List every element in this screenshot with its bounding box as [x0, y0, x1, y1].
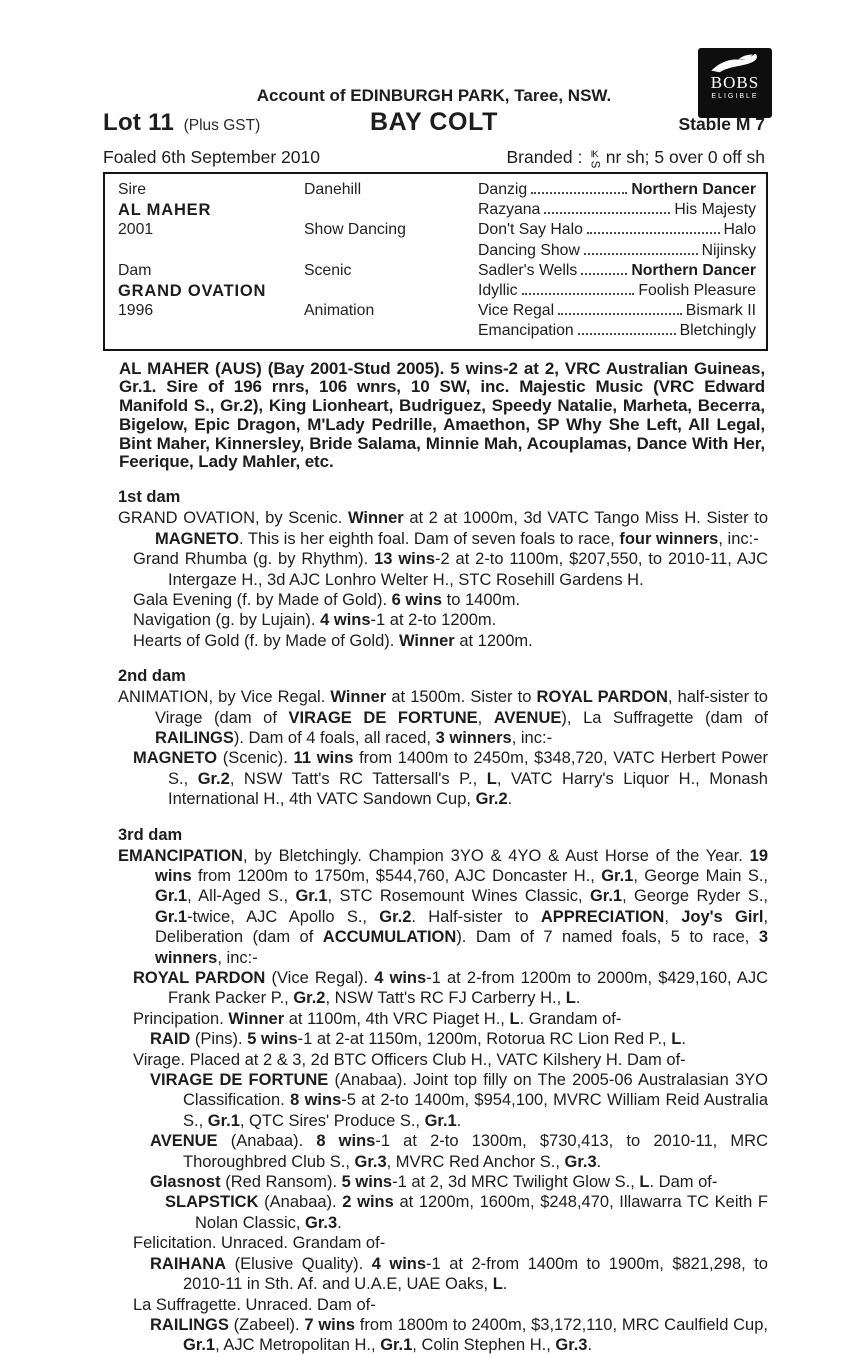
text-segment: 3 winners: [435, 728, 512, 747]
dotted-leader: [578, 333, 676, 335]
pedigree-paragraph: [150, 1172, 768, 1192]
text-segment: AVENUE: [150, 1132, 218, 1151]
text-segment: -1 at 2-from 1400m to 1900m, $821,298, to 2010-11 in Sth. Af. and U.A.E, UAE Oaks,: [183, 1254, 768, 1294]
text-segment: (Anabaa). Joint top filly on The 2005-06 Australasian 3YO Classification.: [183, 1071, 768, 1110]
pedigree-paragraph: [150, 1070, 768, 1131]
pedigree-sire-name: AL MAHER: [118, 201, 212, 220]
text-segment: L: [492, 1275, 503, 1294]
text-segment: Gala Evening (f. by Made of Gold).: [133, 590, 392, 609]
pedigree-paragraph: [150, 1029, 768, 1049]
text-segment: , inc:-: [718, 529, 759, 548]
text-segment: AVENUE: [493, 708, 562, 727]
text-segment: L: [639, 1173, 650, 1192]
text-segment: , inc:-: [511, 728, 553, 747]
foaled-date: Foaled 6th September 2010: [103, 147, 320, 167]
text-segment: RAILINGS: [155, 728, 234, 747]
horse-icon: [706, 52, 764, 74]
pedigree-ancestor-line: [478, 180, 756, 200]
text-segment: ROYAL PARDON: [133, 969, 266, 987]
pedigree-sire-parent-1: Danehill: [304, 181, 362, 198]
text-segment: 3 winners: [155, 928, 768, 967]
lot-gst-note: (Plus GST): [183, 117, 261, 134]
ancestor-name: Razyana: [478, 201, 541, 219]
text-segment: Glasnost: [150, 1173, 221, 1192]
lot-left: [103, 109, 324, 137]
pedigree-sire-parent-2: Show Dancing: [304, 221, 406, 239]
dotted-leader: [558, 313, 682, 315]
pedigree-ancestor-line: [478, 220, 756, 240]
text-segment: , Deliberation (dam of: [155, 907, 769, 947]
text-segment: . Grandam of-: [519, 1009, 622, 1028]
text-segment: ,: [477, 708, 494, 727]
text-segment: 7 wins: [304, 1315, 356, 1334]
text-segment: Gr.3: [564, 1152, 597, 1171]
text-segment: at 1500m. Sister to: [386, 688, 537, 707]
text-segment: Gr.2: [379, 907, 412, 926]
text-segment: L: [671, 1030, 682, 1049]
pedigree-ancestor-line: [478, 301, 756, 321]
text-segment: Hearts of Gold (f. by Made of Gold).: [133, 631, 399, 650]
dotted-leader: [587, 232, 720, 234]
horse-title: BAY COLT: [370, 108, 498, 136]
text-segment: 4 wins: [371, 1254, 427, 1273]
text-segment: , STC Rosemount Wines Classic,: [327, 887, 590, 906]
text-segment: , AJC Metropolitan H.,: [215, 1336, 381, 1355]
text-segment: at 1100m, 4th VRC Piaget H.,: [284, 1009, 510, 1028]
text-segment: Gr.1: [601, 866, 634, 885]
text-segment: .: [575, 989, 581, 1008]
text-segment: -5 at 2-to 1400m, $954,100, MVRC William Reid Australia S.,: [183, 1091, 769, 1130]
dam-section-1: [103, 487, 768, 651]
text-segment: MAGNETO: [155, 529, 240, 548]
text-segment: RAIHANA: [150, 1254, 227, 1273]
text-segment: ). Dam of 7 named foals, 5 to race,: [456, 928, 759, 947]
text-segment: Navigation (g. by Lujain).: [133, 611, 321, 630]
text-segment: .: [502, 1275, 508, 1294]
dam-sections: [103, 487, 768, 1355]
pedigree-table: [103, 172, 768, 351]
text-segment: Winner: [228, 1009, 285, 1028]
text-segment: 5 wins: [247, 1030, 298, 1049]
text-segment: to 1400m.: [442, 590, 521, 609]
text-segment: .: [337, 1213, 342, 1232]
pedigree-paragraph: [150, 1315, 768, 1356]
text-segment: , All-Aged S.,: [187, 887, 296, 906]
pedigree-paragraph: [133, 1295, 768, 1315]
text-segment: Grand Rhumba (g. by Rhythm).: [133, 550, 375, 569]
text-segment: four winners: [619, 529, 719, 548]
text-segment: MAGNETO: [133, 749, 218, 768]
pedigree-paragraph: [133, 549, 768, 590]
text-segment: .: [507, 790, 513, 809]
text-segment: 2 wins: [342, 1193, 394, 1212]
dotted-leader: [522, 293, 635, 295]
text-segment: Gr.1: [424, 1111, 457, 1130]
text-segment: from 1400m to 2450m, $348,720, VATC Herbert Power S.,: [168, 749, 768, 788]
pedigree-ancestor-line: [478, 281, 756, 301]
text-segment: ACCUMULATION: [322, 928, 457, 947]
text-segment: .: [587, 1336, 593, 1355]
text-segment: , NSW Tatt's RC Tattersall's P.,: [229, 769, 487, 788]
pedigree-paragraph: [133, 1009, 768, 1029]
pedigree-paragraph: [165, 1192, 768, 1233]
text-segment: , by Bletchingly. Champion 3YO & 4YO & Aust Horse of the Year.: [242, 846, 750, 865]
text-segment: Winner: [330, 688, 387, 707]
stable-number: Stable M 7: [678, 114, 766, 134]
dotted-leader: [531, 192, 627, 194]
text-segment: -2 at 2-to 1100m, $207,550, to 2010-11, AJC Intergaze H., 3d AJC Lonhro Welter H., STC Rosehill Gardens H.: [168, 550, 768, 589]
text-segment: Gr.1: [295, 887, 328, 906]
sire-summary-paragraph: [119, 360, 765, 473]
ancestor-sire: Bletchingly: [679, 322, 756, 340]
pedigree-paragraph: [150, 1131, 768, 1172]
pedigree-dam-parent-2: Animation: [304, 302, 375, 320]
text-segment: -1 at 2-to 1300m, $730,413, to 2010-11, MRC Thoroughbred Club S.,: [183, 1132, 768, 1171]
text-segment: Virage. Placed at 2 & 3, 2d BTC Officers Club H., VATC Kilshery H. Dam of-: [133, 1050, 686, 1069]
text-segment: VIRAGE DE FORTUNE: [288, 708, 478, 727]
text-segment: 4 wins: [320, 611, 371, 630]
text-segment: 6 wins: [391, 590, 443, 609]
text-segment: (Anabaa).: [258, 1193, 343, 1212]
pedigree-paragraph: [133, 590, 768, 610]
text-segment: Joy's Girl: [681, 907, 764, 926]
text-segment: Gr.1: [155, 907, 188, 926]
text-segment: 4 wins: [374, 969, 427, 987]
text-segment: Gr.2: [197, 769, 230, 788]
text-segment: Winner: [347, 509, 404, 528]
text-segment: (Scenic).: [217, 749, 294, 768]
text-segment: ,: [664, 907, 682, 926]
text-segment: VIRAGE DE FORTUNE: [150, 1071, 329, 1090]
text-segment: at 1200m, 1600m, $248,470, Illawarra TC Keith F Nolan Classic,: [195, 1193, 769, 1232]
pedigree-dam-parent-1: Scenic: [304, 261, 352, 279]
text-segment: ). Dam of 4 foals, all raced,: [233, 728, 436, 747]
text-segment: Gr.1: [380, 1336, 413, 1355]
text-segment: 8 wins: [290, 1091, 342, 1110]
text-segment: -twice, AJC Apollo S.,: [187, 907, 380, 926]
pedigree-dam-year: 1996: [118, 302, 154, 320]
text-segment: .: [456, 1111, 462, 1130]
text-segment: at 1200m.: [454, 631, 533, 650]
text-segment: 13 wins: [374, 550, 435, 569]
text-segment: . Half-sister to: [411, 907, 541, 926]
ancestor-sire: Bismark II: [685, 302, 756, 320]
text-segment: L: [486, 769, 497, 788]
text-segment: (Anabaa).: [217, 1132, 317, 1151]
text-segment: Gr.1: [183, 1336, 216, 1355]
text-segment: GRAND OVATION, by Scenic.: [118, 509, 348, 528]
ancestor-name: Vice Regal: [478, 302, 555, 320]
document-body: [103, 172, 768, 1356]
text-segment: 19 wins: [155, 846, 768, 885]
ancestor-name: Don't Say Halo: [478, 221, 583, 239]
text-segment: APPRECIATION: [540, 907, 665, 926]
text-segment: AL MAHER (AUS) (Bay 2001-Stud 2005). 5 wins-2 at 2, VRC Australian Guineas, Gr.1. Sire of 196 rnrs, 106 wnrs, 10 SW, inc. Majestic Music (VRC Edward Manifold S., Gr.2), King Lionheart, Budriguez, Speedy Natalie, Marheta, Becerra, Bigelow, Epic Dragon, M'Lady Pedrille, Amaethon, SP Why She Left, All Legal, Bint Maher, Kinnersley, Bride Salama, Minnie Mah, Acouplamas, Dance With Her, Feerique, Lady Mahler, etc.: [119, 358, 765, 472]
pedigree-dam-name: GRAND OVATION: [118, 281, 267, 300]
logo-title: BOBS: [710, 73, 760, 92]
text-segment: -1 at 2, 3d MRC Twilight Glow S.,: [392, 1173, 640, 1192]
text-segment: Gr.2: [293, 989, 326, 1008]
pedigree-paragraph: [150, 1254, 768, 1295]
ancestor-name: Sadler's Wells: [478, 261, 578, 279]
section-heading: 2nd dam: [118, 667, 186, 686]
ancestor-name: Dancing Show: [478, 241, 580, 259]
pedigree-sire-year: 2001: [118, 221, 154, 239]
dam-section-2: [103, 666, 768, 809]
pedigree-paragraph: [133, 1233, 768, 1253]
text-segment: , George Ryder S.,: [622, 887, 768, 906]
text-segment: Felicitation. Unraced. Grandam of-: [133, 1234, 386, 1253]
text-segment: from 1200m to 1750m, $544,760, AJC Doncaster H.,: [191, 866, 602, 885]
text-segment: , VATC Harry's Liquor H., Monash International H., 4th VATC Sandown Cup,: [168, 769, 768, 809]
text-segment: 5 wins: [341, 1173, 393, 1192]
text-segment: 8 wins: [316, 1132, 376, 1151]
text-segment: (Elusive Quality).: [226, 1254, 372, 1273]
pedigree-ancestor-line: [478, 321, 756, 341]
text-segment: .: [681, 1030, 686, 1049]
text-segment: Gr.1: [589, 887, 623, 906]
text-segment: RAID: [150, 1030, 191, 1049]
text-segment: La Suffragette. Unraced. Dam of-: [133, 1295, 376, 1314]
lot-row: [103, 108, 765, 137]
dotted-leader: [544, 212, 670, 214]
ancestor-sire: Nijinsky: [701, 241, 756, 259]
dotted-leader: [581, 273, 627, 275]
section-heading: 3rd dam: [118, 825, 183, 844]
ancestor-sire: Foolish Pleasure: [638, 281, 756, 299]
pedigree-paragraph: [133, 968, 768, 1009]
pedigree-paragraph: [133, 748, 768, 809]
ancestor-sire: Northern Dancer: [631, 181, 756, 198]
text-segment: , QTC Sires' Produce S.,: [239, 1111, 425, 1130]
text-segment: Principation.: [133, 1009, 229, 1028]
pedigree-paragraph: [118, 687, 768, 748]
text-segment: , inc:-: [217, 948, 258, 967]
text-segment: (Vice Regal).: [265, 969, 375, 987]
text-segment: Gr.1: [207, 1111, 240, 1130]
text-segment: , George Main S.,: [633, 866, 768, 885]
text-segment: RAILINGS: [150, 1315, 229, 1334]
section-heading: 1st dam: [118, 488, 181, 507]
text-segment: . This is her eighth foal. Dam of seven foals to race,: [239, 529, 620, 548]
account-line: Account of EDINBURGH PARK, Taree, NSW.: [256, 86, 612, 105]
pedigree-sire-label: Sire: [118, 181, 147, 198]
text-segment: SLAPSTICK: [165, 1193, 259, 1212]
text-segment: , Colin Stephen H.,: [412, 1336, 556, 1355]
pedigree-dam-label: Dam: [118, 261, 152, 279]
text-segment: (Zabeel).: [228, 1315, 305, 1334]
text-segment: (Pins).: [190, 1030, 248, 1049]
text-segment: , half-sister to Virage (dam of: [155, 688, 768, 727]
text-segment: Gr.2: [475, 790, 508, 809]
ancestor-sire: Halo: [723, 221, 756, 239]
brand-mark-icon: IK S: [588, 149, 601, 169]
text-segment: , NSW Tatt's RC FJ Carberry H.,: [325, 989, 566, 1008]
pedigree-paragraph: [133, 1050, 768, 1070]
text-segment: L: [565, 989, 576, 1008]
text-segment: Gr.1: [155, 887, 188, 906]
pedigree-paragraph: [118, 846, 768, 968]
text-segment: L: [509, 1009, 520, 1028]
lot-number: Lot 11: [103, 109, 175, 136]
text-segment: .: [596, 1152, 602, 1171]
ancestor-sire: Northern Dancer: [631, 261, 756, 279]
logo-subtitle: ELIGIBLE: [711, 93, 759, 100]
text-segment: from 1800m to 2400m, $3,172,110, MRC Caulfield Cup,: [355, 1315, 768, 1334]
branded-desc: nr sh; 5 over 0 off sh: [605, 147, 765, 167]
text-segment: EMANCIPATION: [118, 846, 243, 865]
ancestor-name: Danzig: [478, 181, 528, 198]
pedigree-paragraph: [133, 631, 768, 651]
text-segment: Winner: [398, 631, 455, 650]
text-segment: (Red Ransom).: [220, 1173, 342, 1192]
text-segment: Gr.3: [354, 1152, 387, 1171]
text-segment: 11 wins: [293, 749, 354, 768]
text-segment: -1 at 2-to 1200m.: [370, 611, 497, 630]
text-segment: ROYAL PARDON: [536, 688, 668, 707]
text-segment: Gr.3: [555, 1336, 588, 1355]
text-segment: ), La Suffragette (dam of: [561, 708, 768, 727]
dotted-leader: [584, 253, 698, 255]
pedigree-paragraph: [133, 610, 768, 630]
text-segment: , MVRC Red Anchor S.,: [386, 1152, 565, 1171]
text-segment: Gr.3: [305, 1213, 338, 1232]
ancestor-name: Emancipation: [478, 322, 574, 340]
ancestor-name: Idyllic: [478, 281, 518, 299]
pedigree-ancestor-line: [478, 200, 756, 220]
text-segment: ANIMATION, by Vice Regal.: [118, 688, 331, 707]
text-segment: -1 at 2-at 1150m, 1200m, Rotorua RC Lion Red P.,: [297, 1030, 672, 1049]
pedigree-ancestor-line: [478, 241, 756, 261]
text-segment: -1 at 2-from 1200m to 2000m, $429,160, AJC Frank Packer P.,: [168, 969, 768, 1008]
pedigree-paragraph: [118, 508, 768, 549]
text-segment: at 2 at 1000m, 3d VATC Tango Miss H. Sister to: [403, 509, 768, 528]
dam-section-3: [103, 825, 768, 1356]
branded-label: Branded :: [506, 147, 583, 167]
text-segment: . Dam of-: [649, 1173, 718, 1192]
pedigree-ancestor-line: [478, 261, 756, 281]
ancestor-sire: His Majesty: [674, 201, 756, 219]
